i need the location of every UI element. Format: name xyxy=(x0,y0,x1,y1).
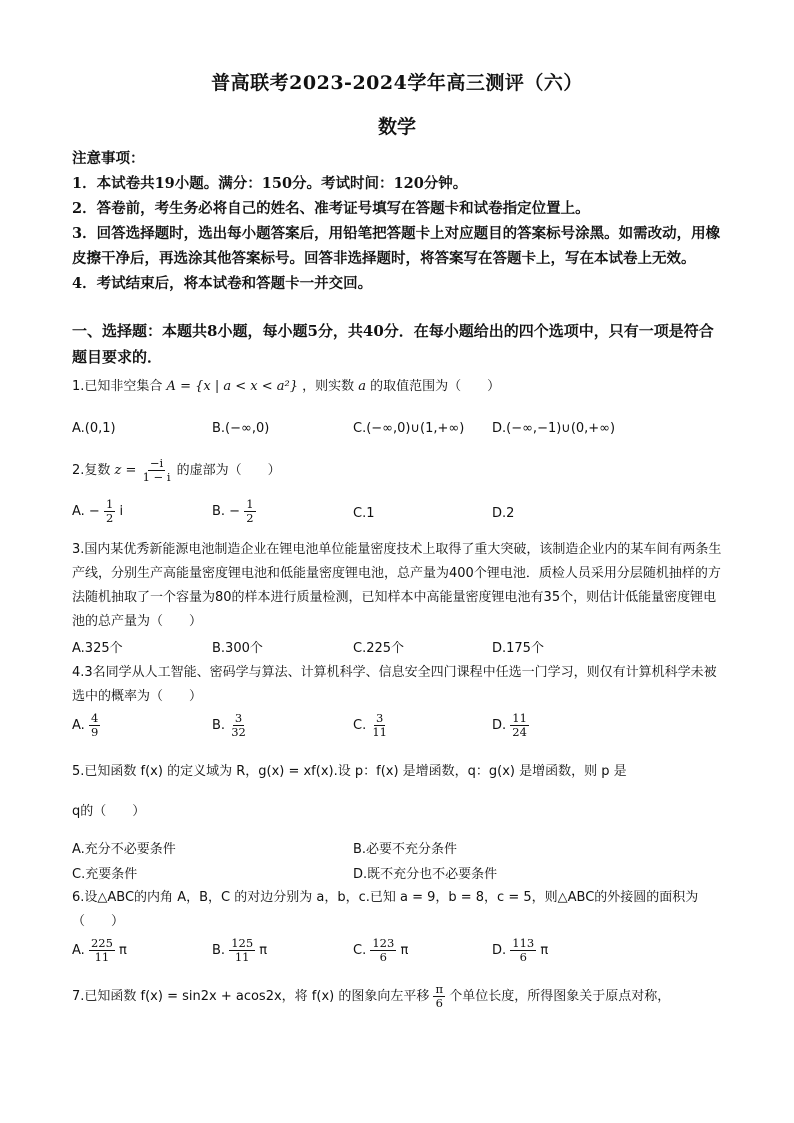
q4-option-b-fraction xyxy=(229,712,248,739)
q5-option-b: B.必要不充分条件 xyxy=(353,842,458,857)
notice-block xyxy=(72,146,722,296)
q4-option-d-den: 24 xyxy=(512,725,527,739)
q1-stem-c: 的取值范围为（ ） xyxy=(370,379,501,394)
q2-stem-a: 2.复数 xyxy=(72,463,111,478)
q2-option-b-fraction xyxy=(244,498,255,525)
q6-option-d xyxy=(492,937,548,964)
q1-option-d: D.(−∞,−1)∪(0,+∞) xyxy=(492,421,616,436)
q1-option-b: B.(−∞,0) xyxy=(212,421,270,436)
q6-option-a xyxy=(72,937,127,964)
q4-option-b-den: 32 xyxy=(231,725,246,739)
q4-option-d xyxy=(492,712,529,739)
q2-option-a-prefix: A. − xyxy=(72,504,100,519)
q4-option-a-num: 4 xyxy=(90,711,99,725)
q6-option-a-suffix: π xyxy=(119,943,127,958)
question-6-options xyxy=(72,937,732,973)
q6-option-a-fraction xyxy=(89,937,115,964)
q4-option-c xyxy=(353,712,389,739)
q3-option-d: D.175个 xyxy=(492,641,544,656)
q4-option-a-label: A. xyxy=(72,718,85,733)
q4-option-b-label: B. xyxy=(212,718,226,733)
q2-z: z = xyxy=(114,463,137,478)
q1-option-a: A.(0,1) xyxy=(72,421,116,436)
q6-option-d-fraction xyxy=(510,937,536,964)
q2-option-c: C.1 xyxy=(353,506,375,521)
q6-option-c-fraction xyxy=(370,937,396,964)
q6-option-a-label: A. xyxy=(72,943,85,958)
q4-option-a-den: 9 xyxy=(90,725,99,739)
q6-option-c-suffix: π xyxy=(400,943,409,958)
q1-stem-a: 1.已知非空集合 xyxy=(72,379,163,394)
q6-option-b-label: B. xyxy=(212,943,226,958)
q7-frac-num: π xyxy=(435,982,444,996)
q2-option-b xyxy=(212,498,256,525)
q4-option-a xyxy=(72,712,100,739)
q4-option-d-fraction xyxy=(510,712,529,739)
q4-option-b xyxy=(212,712,248,739)
q2-fraction xyxy=(141,457,173,484)
q1-stem-b: ，则实数 xyxy=(302,379,355,394)
question-2-options xyxy=(72,498,732,534)
q1-set: A = {x | a < x < a²} xyxy=(166,379,298,394)
question-2-stem xyxy=(72,457,722,484)
q2-option-b-den: 2 xyxy=(246,511,254,525)
q2-option-a xyxy=(72,498,123,525)
q6-option-b xyxy=(212,937,267,964)
q3-option-a: A.325个 xyxy=(72,641,123,656)
q7-frac-den: 6 xyxy=(435,996,443,1010)
question-7-stem xyxy=(72,983,722,1010)
subject-title: 数学 xyxy=(377,116,416,138)
q1-option-c: C.(−∞,0)∪(1,+∞) xyxy=(353,421,465,436)
q4-option-c-label: C. xyxy=(353,718,367,733)
q3-option-c: C.225个 xyxy=(353,641,405,656)
q3-option-b: B.300个 xyxy=(212,641,263,656)
q4-option-b-num: 3 xyxy=(234,711,243,725)
notice-item-2: 2．答卷前，考生务必将自己的姓名、准考证号填写在答题卡和试卷指定位置上。 xyxy=(72,200,590,217)
q4-option-d-label: D. xyxy=(492,718,507,733)
q6-option-d-num: 113 xyxy=(512,936,535,950)
question-1-stem xyxy=(72,375,722,399)
q6-option-c-num: 123 xyxy=(372,936,395,950)
notice-item-4: 4．考试结束后，将本试卷和答题卡一并交回。 xyxy=(72,275,373,292)
q6-option-c xyxy=(353,937,408,964)
q4-option-c-fraction xyxy=(370,712,389,739)
exam-title: 普高联考2023-2024学年高三测评（六） xyxy=(211,72,583,94)
q4-option-c-den: 11 xyxy=(372,725,387,739)
q2-option-a-suffix: i xyxy=(119,504,124,519)
q2-option-b-prefix: B. − xyxy=(212,504,241,519)
q2-option-a-num: 1 xyxy=(105,497,114,511)
question-6-stem: 6.设△ABC的内角 A，B，C 的对边分别为 a，b，c.已知 a = 9，b = 8，c = 5，则△ABC的外接圆的面积为（ ） xyxy=(72,890,699,929)
q2-option-d: D.2 xyxy=(492,506,515,521)
q4-option-a-fraction xyxy=(89,712,100,739)
q6-option-b-suffix: π xyxy=(259,943,268,958)
question-5-line-2: q的（ ） xyxy=(72,804,146,819)
question-3-stem: 3.国内某优秀新能源电池制造企业在锂电池单位能量密度技术上取得了重大突破，该制造企业内的某车间有两条生产线，分别生产高能量密度锂电池和低能量密度锂电池，总产量为400个锂电池．质检人员采用分层随机抽样的方法随机抽取了一个容量为80的样本进行质量检测，已知样本中高能量密度锂电池有35个，则估计低能量密度锂电池的总产量为（ ） xyxy=(72,542,722,629)
q2-option-a-fraction xyxy=(104,498,115,525)
q6-option-b-fraction xyxy=(229,937,255,964)
q2-stem-b: 的虚部为（ ） xyxy=(176,463,281,478)
q6-option-a-num: 225 xyxy=(90,936,113,950)
q6-option-d-suffix: π xyxy=(540,943,549,958)
notice-heading: 注意事项： xyxy=(72,150,145,167)
q4-option-c-num: 3 xyxy=(376,711,384,725)
q6-option-c-label: C. xyxy=(353,943,367,958)
q2-frac-num: −i xyxy=(149,456,164,470)
q5-option-d: D.既不充分也不必要条件 xyxy=(353,867,498,882)
notice-item-1: 1．本试卷共19小题。满分：150分。考试时间：120分钟。 xyxy=(72,175,468,192)
question-1-options xyxy=(72,421,732,451)
q7-stem-a: 7.已知函数 f(x) = sin2x + acos2x，将 f(x) 的图象向左平移 xyxy=(72,989,430,1004)
q4-option-d-num: 11 xyxy=(512,711,527,725)
q6-option-a-den: 11 xyxy=(94,950,110,964)
q6-option-c-den: 6 xyxy=(379,950,387,964)
q6-option-b-den: 11 xyxy=(234,950,250,964)
q5-option-c: C.充要条件 xyxy=(72,867,138,882)
question-5-line-1: 5.已知函数 f(x) 的定义域为 R，g(x) = xf(x).设 p：f(x) 是增函数，q：g(x) 是增函数，则 p 是 xyxy=(72,764,627,779)
q2-option-a-den: 2 xyxy=(105,511,114,525)
q7-fraction xyxy=(433,983,445,1010)
notice-item-3: 3．回答选择题时，选出每小题答案后，用铅笔把答题卡上对应题目的答案标号涂黑。如需改动，用橡皮擦干净后，再选涂其他答案标号。回答非选择题时，将答案写在答题卡上，写在本试卷上无效。 xyxy=(72,225,721,267)
section-1-heading: 一、选择题：本题共8小题，每小题5分，共40分．在每小题给出的四个选项中，只有一项是符合题目要求的． xyxy=(72,322,714,366)
q6-option-d-den: 6 xyxy=(519,950,527,964)
q5-option-a: A.充分不必要条件 xyxy=(72,842,176,857)
question-4-stem: 4.3名同学从人工智能、密码学与算法、计算机科学、信息安全四门课程中任选一门学习，则仅有计算机科学未被选中的概率为（ ） xyxy=(72,665,717,704)
q6-option-b-num: 125 xyxy=(231,936,254,950)
q2-frac-den: 1 − i xyxy=(142,470,171,484)
q6-option-d-label: D. xyxy=(492,943,507,958)
q2-option-b-num: 1 xyxy=(246,497,254,511)
q7-stem-b: 个单位长度，所得图象关于原点对称， xyxy=(449,989,671,1004)
q1-var: a xyxy=(358,379,367,394)
question-4-options xyxy=(72,712,732,748)
